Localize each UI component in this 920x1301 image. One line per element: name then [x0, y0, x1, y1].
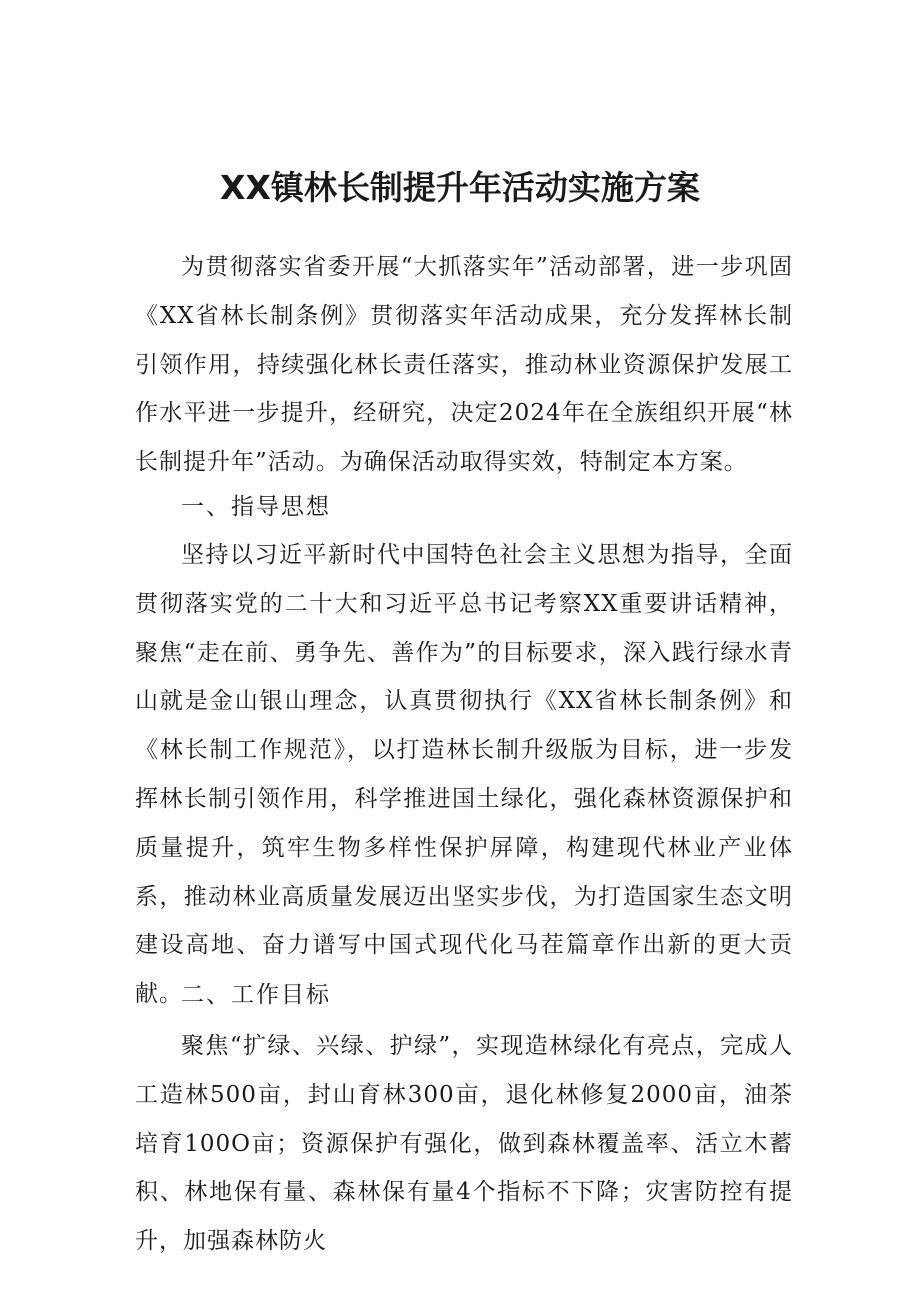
work-goals-paragraph: 聚焦“扩绿、兴绿、护绿”，实现造林绿化有亮点，完成人工造林500亩，封山育林300亩，退化林修复2000亩，油茶培育100O亩；资源保护有强化，做到森林覆盖率、活立木蓄积、林地保有量、森林保有量4个指标不下降；灾害防控有提升，加强森林防火 [135, 1033, 793, 1255]
section-heading-guiding-ideology: 一、指导思想 [181, 494, 331, 520]
section-heading-work-goals: 二、工作目标 [181, 982, 331, 1008]
intro-paragraph: 为贯彻落实省委开展“大抓落实年”活动部署，进一步巩固《XX省林长制条例》贯彻落实年活动成果，充分发挥林长制引领作用，持续强化林长责任落实，推动林业资源保护发展工作水平进一步提升，经研究，决定2024年在全族组织开展“林长制提升年”活动。为确保活动取得实效，特制定本方案。 [135, 254, 793, 476]
document-title: XX镇林长制提升年活动实施方案 [220, 168, 700, 207]
guiding-ideology-paragraph: 坚持以习近平新时代中国特色社会主义思想为指导，全面贯彻落实党的二十大和习近平总书记考察XX重要讲话精神，聚焦“走在前、勇争先、善作为”的目标要求，深入践行绿水青山就是金山银山理念，认真贯彻执行《XX省林长制条例》和《林长制工作规范》，以打造林长制升级版为目标，进一步发挥林长制引领作用，科学推进国土绿化，强化森林资源保护和质量提升，筑牢生物多样性保护屏障，构建现代林业产业体系，推动林业高质量发展迈出坚实步伐，为打造国家生态文明建设高地、奋力谱写中国式现代化马茬篇章作出新的更大贡献。 [135, 542, 793, 1008]
